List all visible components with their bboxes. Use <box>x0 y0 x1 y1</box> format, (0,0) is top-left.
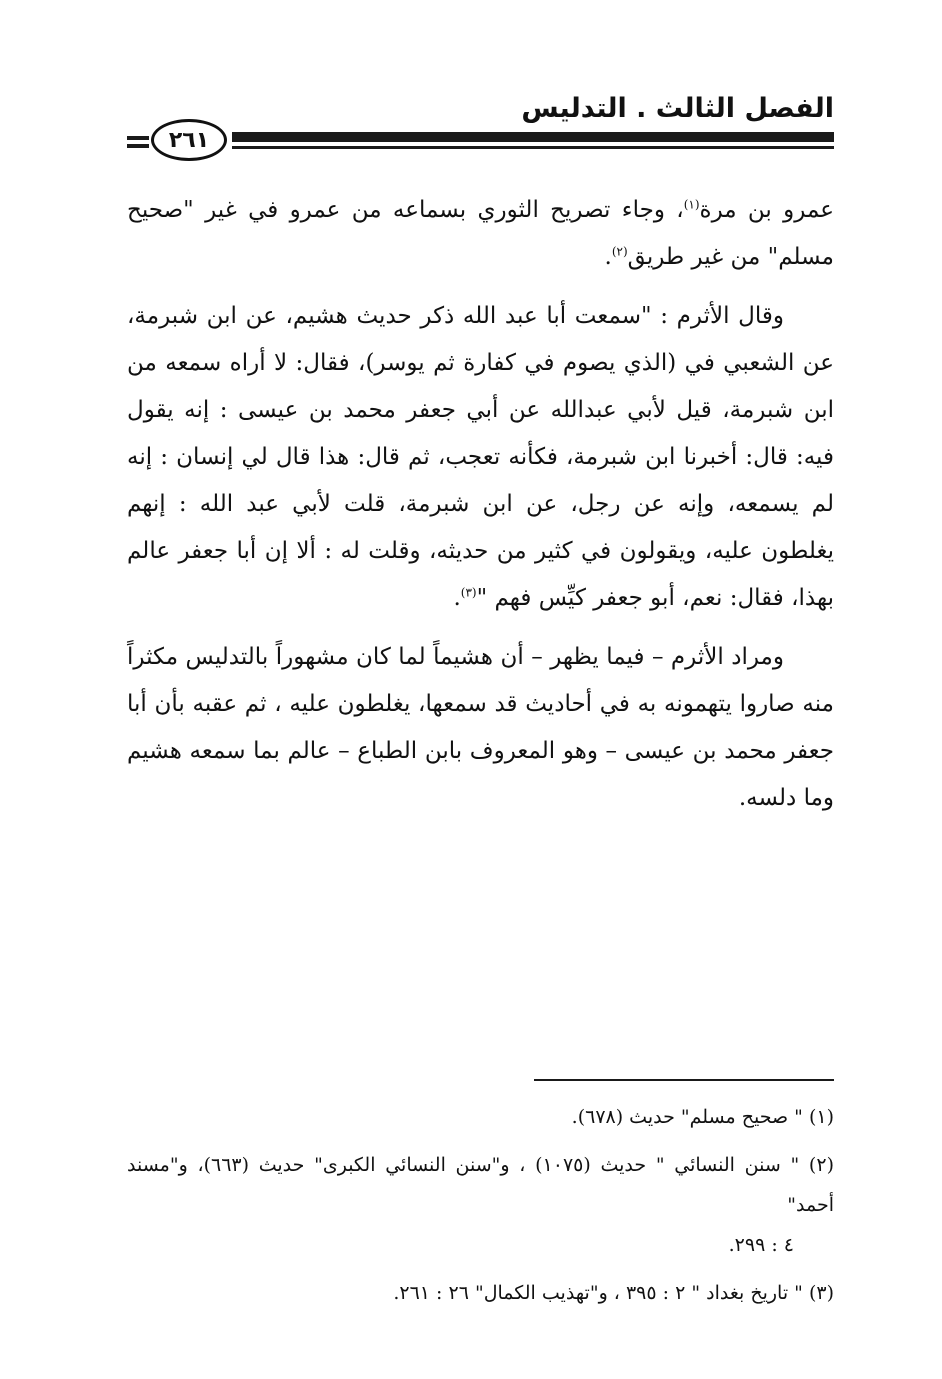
footnote-2-text: (٢) " سنن النسائي " حديث (١٠٧٥) ، و"سنن النسائي الكبرى" حديث (٦٦٣)، و"مسند أحمد" <box>127 1154 834 1216</box>
paragraph-1-part-3: . <box>604 244 612 270</box>
page-number <box>151 119 227 161</box>
footnote-ref-1: (١) <box>683 197 700 212</box>
header-rule-thick <box>232 132 834 142</box>
header-rule-left-bottom <box>127 144 149 148</box>
header-rule-thin <box>232 146 834 149</box>
footnote-1 <box>127 1097 834 1137</box>
footnote-ref-2: (٢) <box>611 244 628 259</box>
paragraph-3: ومراد الأثرم – فيما يظهر – أن هشيماً لما كان مشهوراً بالتدليس مكثراً منه صاروا يتهمونه به في أحاديث قد سمعها، يغلطون عليه ، ثم عقبه بأن أبا جعفر محمد بن عيسى – وهو المعروف بابن الطباع – عالم بما سمعه هشيم وما دلسه. <box>127 644 834 811</box>
footnotes <box>127 1097 834 1321</box>
paragraph-2-part-1: وقال الأثرم : "سمعت أبا عبد الله ذكر حديث هشيم، عن ابن شبرمة، عن الشعبي في (الذي يصوم في كفارة ثم يوسر)، فقال: لا أراه سمعه من ابن شبرمة، قيل لأبي عبدالله عن أبي جعفر محمد بن عيسى : إنه يقول فيه: قال: أخبرنا ابن شبرمة، فكأنه تعجب، ثم قال: هذا قال لي إنسان : إنه لم يسمعه، وإنه عن رجل، عن ابن شبرمة، قلت لأبي عبد الله : إنهم يغلطون عليه، ويقولون في كثير من حديثه، وقلت له : ألا إن أبا جعفر عالم بهذا، فقال: نعم، أبو جعفر كيِّس فهم " <box>127 303 834 611</box>
paragraph-1 <box>127 187 834 281</box>
paragraph-1-part-2: ، وجاء تصريح الثوري بسماعه من عمرو في غير "صحيح مسلم" من غير طريق <box>127 197 834 270</box>
paragraph-1-part-1: عمرو بن مرة <box>699 197 834 223</box>
footnote-3 <box>127 1273 834 1313</box>
main-text <box>127 187 834 834</box>
paragraph-2-part-2: . <box>453 585 461 611</box>
footnote-2 <box>127 1145 834 1265</box>
header-rule-left-top <box>127 136 149 140</box>
paragraph-2 <box>127 293 834 622</box>
footnote-2-continuation: ٤ : ٢٩٩. <box>728 1234 794 1256</box>
footnote-3-text: (٣) " تاريخ بغداد " ٢ : ٣٩٥ ، و"تهذيب الكمال" ٢٦ : ٢٦١. <box>393 1282 834 1304</box>
page-number-text: ٢٦١ <box>168 127 210 153</box>
footnote-1-text: (١) " صحيح مسلم" حديث (٦٧٨). <box>571 1106 834 1128</box>
footnote-separator <box>534 1079 834 1081</box>
running-title: الفصل الثالث . التدليس <box>521 93 834 124</box>
footnote-ref-3: (٣) <box>460 585 477 600</box>
